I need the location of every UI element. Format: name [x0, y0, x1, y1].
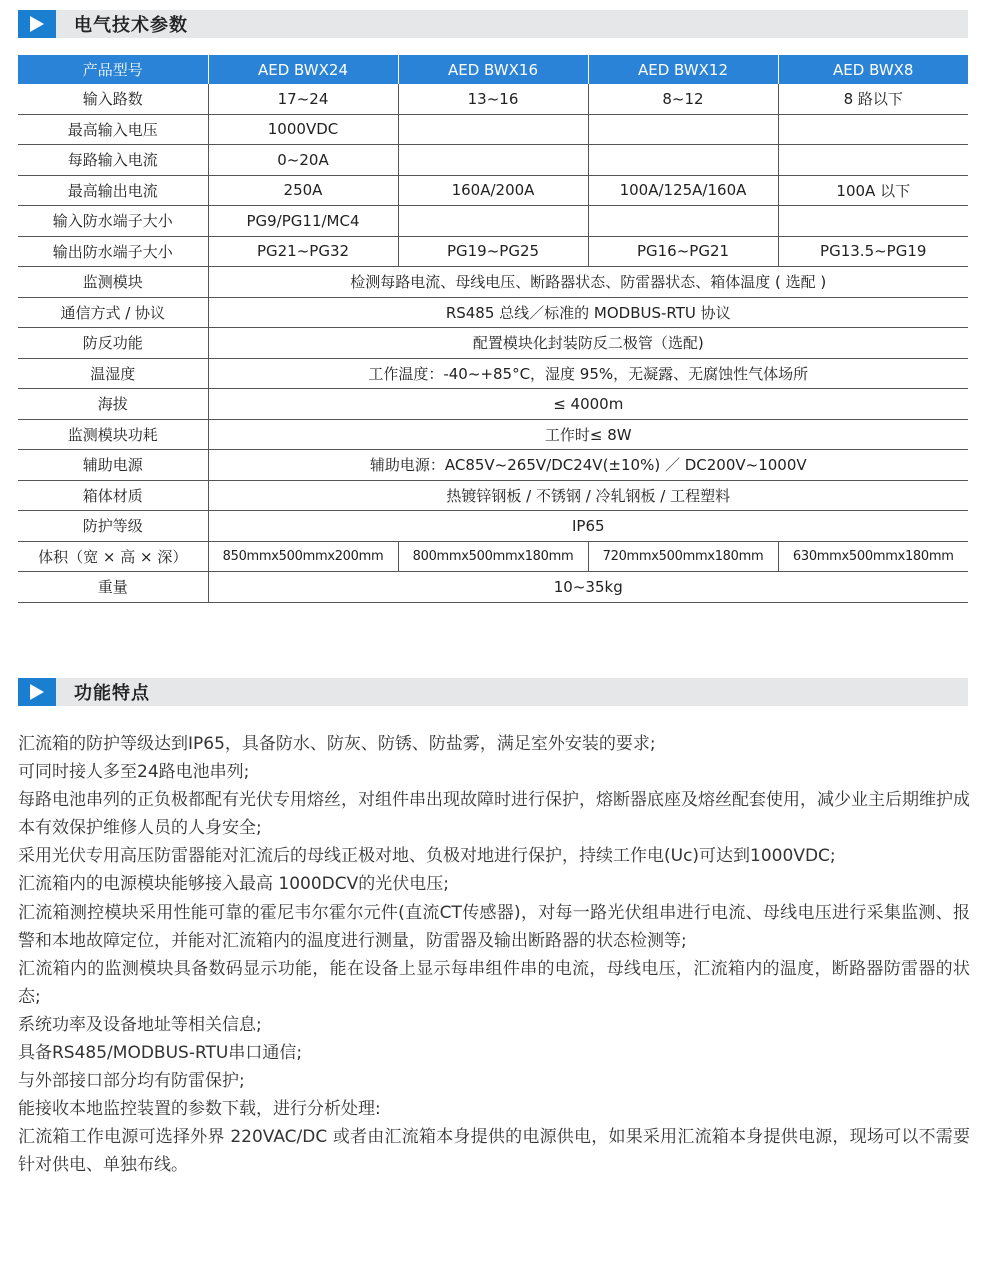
row-label: 防护等级	[18, 511, 208, 542]
spec-table	[18, 55, 968, 603]
table-cell: 0~20A	[208, 145, 398, 176]
table-cell: 8~12	[588, 84, 778, 114]
feature-item: 汇流箱的防护等级达到IP65，具备防水、防灰、防锈、防盐雾，满足室外安装的要求;	[18, 734, 656, 754]
header-cell: AED BWX12	[588, 55, 778, 84]
feature-item: 与外部接口部分均有防雷保护;	[18, 1071, 245, 1092]
row-label: 输入路数	[18, 84, 208, 114]
table-row	[18, 389, 968, 420]
table-cell	[398, 206, 588, 237]
table-cell: PG21~PG32	[208, 236, 398, 267]
row-label: 最高输入电压	[18, 114, 208, 145]
table-row	[18, 328, 968, 359]
table-cell: 720mmx500mmx180mm	[588, 541, 778, 572]
table-cell: 100A/125A/160A	[588, 175, 778, 206]
table-cell: 配置模块化封装防反二极管（选配)	[208, 328, 968, 359]
table-header-row	[18, 55, 968, 84]
table-row	[18, 145, 968, 176]
table-cell	[398, 114, 588, 145]
feature-item: 采用光伏专用高压防雷器能对汇流后的母线正极对地、负极对地进行保护，持续工作电(Uc)可达到1000VDC;	[18, 846, 836, 867]
feature-item: 每路电池串列的正负极都配有光伏专用熔丝，对组件串出现故障时进行保护，熔断器底座及熔丝配套使用，减少业主后期维护成本有效保护维修人员的人身安全;	[18, 790, 970, 839]
section-header-electrical	[18, 10, 968, 38]
table-cell	[778, 206, 968, 237]
table-cell	[588, 114, 778, 145]
header-cell: AED BWX8	[778, 55, 968, 84]
table-cell: PG9/PG11/MC4	[208, 206, 398, 237]
table-cell: 850mmx500mmx200mm	[208, 541, 398, 572]
table-cell	[398, 145, 588, 176]
table-cell: 辅助电源：AC85V~265V/DC24V(±10%) ／ DC200V~1000V	[208, 450, 968, 481]
table-cell	[778, 114, 968, 145]
table-cell: 1000VDC	[208, 114, 398, 145]
table-cell: PG19~PG25	[398, 236, 588, 267]
row-label: 重量	[18, 572, 208, 603]
table-cell: 工作温度：-40~+85°C，湿度 95%，无凝露、无腐蚀性气体场所	[208, 358, 968, 389]
header-cell: AED BWX16	[398, 55, 588, 84]
table-cell: 630mmx500mmx180mm	[778, 541, 968, 572]
row-label: 输出防水端子大小	[18, 236, 208, 267]
table-row	[18, 419, 968, 450]
row-label: 箱体材质	[18, 480, 208, 511]
table-row	[18, 541, 968, 572]
table-row	[18, 236, 968, 267]
row-label: 防反功能	[18, 328, 208, 359]
table-cell: ≤ 4000m	[208, 389, 968, 420]
table-row	[18, 175, 968, 206]
table-row	[18, 114, 968, 145]
table-cell: RS485 总线／标准的 MODBUS-RTU 协议	[208, 297, 968, 328]
table-cell: 热镀锌钢板 / 不锈钢 / 冷轧钢板 / 工程塑料	[208, 480, 968, 511]
row-label: 输入防水端子大小	[18, 206, 208, 237]
table-row	[18, 511, 968, 542]
table-cell	[588, 145, 778, 176]
section-title: 功能特点	[74, 683, 150, 704]
table-cell: 工作时≤ 8W	[208, 419, 968, 450]
row-label: 监测模块功耗	[18, 419, 208, 450]
table-cell: 17~24	[208, 84, 398, 114]
table-cell: PG16~PG21	[588, 236, 778, 267]
table-row	[18, 450, 968, 481]
row-label: 每路输入电流	[18, 145, 208, 176]
table-row	[18, 480, 968, 511]
section-title: 电气技术参数	[74, 15, 188, 36]
row-label: 辅助电源	[18, 450, 208, 481]
header-cell: 产品型号	[18, 55, 208, 84]
table-cell: IP65	[208, 511, 968, 542]
row-label: 体积（宽 × 高 × 深）	[18, 541, 208, 572]
table-cell: 250A	[208, 175, 398, 206]
table-cell: 800mmx500mmx180mm	[398, 541, 588, 572]
table-cell: 13~16	[398, 84, 588, 114]
table-row	[18, 84, 968, 114]
table-cell	[588, 206, 778, 237]
row-label: 温湿度	[18, 358, 208, 389]
table-row	[18, 358, 968, 389]
feature-item: 汇流箱内的电源模块能够接入最高 1000DCV的光伏电压;	[18, 874, 449, 895]
feature-item: 汇流箱工作电源可选择外界 220VAC/DC 或者由汇流箱本身提供的电源供电，如果采用汇流箱本身提供电源，现场可以不需要针对供电、单独布线。	[18, 1127, 970, 1176]
table-cell: 检测每路电流、母线电压、断路器状态、防雷器状态、箱体温度 ( 选配 )	[208, 267, 968, 298]
table-row	[18, 572, 968, 603]
feature-item: 系统功率及设备地址等相关信息;	[18, 1014, 262, 1035]
table-row	[18, 297, 968, 328]
feature-item: 汇流箱内的监测模块具备数码显示功能，能在设备上显示每串组件串的电流，母线电压，汇流箱内的温度，断路器防雷器的状态;	[18, 958, 970, 1007]
row-label: 监测模块	[18, 267, 208, 298]
feature-item: 可同时接人多至24路电池串列;	[18, 762, 250, 783]
row-label: 最高输出电流	[18, 175, 208, 206]
header-cell: AED BWX24	[208, 55, 398, 84]
table-row	[18, 267, 968, 298]
row-label: 通信方式 / 协议	[18, 297, 208, 328]
table-cell: 100A 以下	[778, 175, 968, 206]
table-cell: 160A/200A	[398, 175, 588, 206]
play-arrow-icon	[18, 678, 56, 706]
row-label: 海拔	[18, 389, 208, 420]
table-cell: 8 路以下	[778, 84, 968, 114]
table-cell	[778, 145, 968, 176]
section-header-features	[18, 678, 968, 706]
features-list	[18, 730, 970, 1180]
play-arrow-icon	[18, 10, 56, 38]
table-row	[18, 206, 968, 237]
feature-item: 能接收本地监控装置的参数下载，进行分析处理:	[18, 1099, 381, 1120]
feature-item: 汇流箱测控模块采用性能可靠的霍尼韦尔霍尔元件(直流CT传感器)，对每一路光伏组串进行电流、母线电压进行采集监测、报警和本地故障定位，并能对汇流箱内的温度进行测量，防雷器及输出断路器的状态检测等;	[18, 902, 970, 951]
table-cell: PG13.5~PG19	[778, 236, 968, 267]
feature-item: 具备RS485/MODBUS-RTU串口通信;	[18, 1043, 303, 1064]
table-cell: 10~35kg	[208, 572, 968, 603]
